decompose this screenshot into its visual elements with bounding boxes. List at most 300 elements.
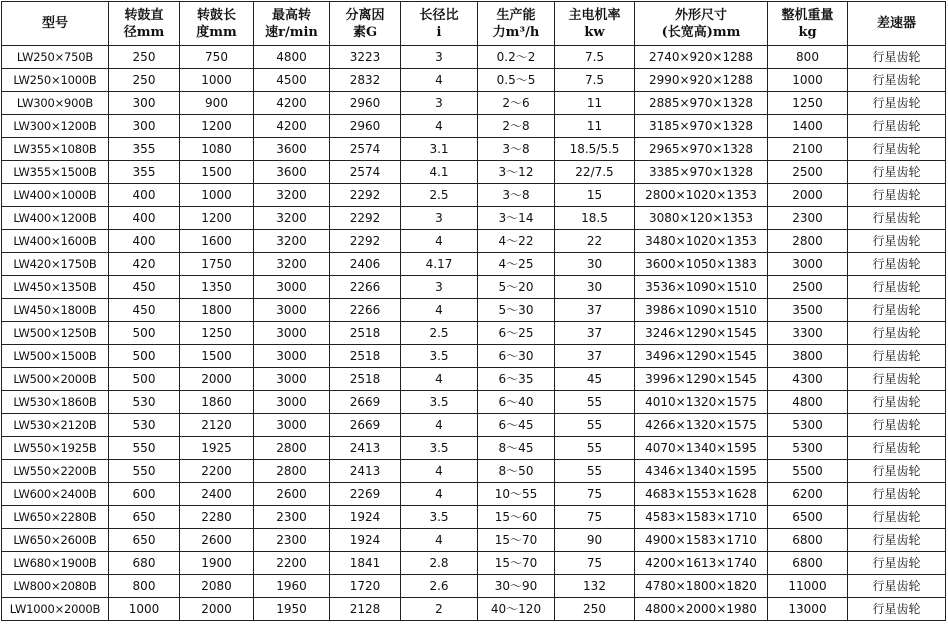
cell-capacity: 8～45	[478, 437, 555, 460]
cell-max-speed: 2300	[254, 506, 330, 529]
cell-capacity: 0.5～5	[478, 69, 555, 92]
cell-drum-diameter: 300	[109, 92, 180, 115]
cell-max-speed: 1950	[254, 598, 330, 621]
cell-main-motor-power: 7.5	[555, 69, 635, 92]
cell-length-diameter-ratio: 3.5	[401, 506, 478, 529]
cell-model: LW400×1000B	[2, 184, 109, 207]
cell-separation-factor: 2413	[330, 460, 401, 483]
cell-model: LW650×2280B	[2, 506, 109, 529]
table-body	[2, 46, 946, 621]
table-row	[2, 138, 946, 161]
cell-model: LW500×1250B	[2, 322, 109, 345]
spec-table-container	[1, 1, 945, 621]
table-row	[2, 276, 946, 299]
cell-differential: 行星齿轮	[848, 437, 946, 460]
cell-differential: 行星齿轮	[848, 138, 946, 161]
cell-main-motor-power: 37	[555, 299, 635, 322]
cell-drum-length: 1925	[180, 437, 254, 460]
cell-weight: 1400	[768, 115, 848, 138]
cell-separation-factor: 1924	[330, 506, 401, 529]
cell-length-diameter-ratio: 4.17	[401, 253, 478, 276]
header-length-diameter-ratio-line: i	[436, 24, 442, 40]
cell-length-diameter-ratio: 2.8	[401, 552, 478, 575]
cell-dimensions: 3996×1290×1545	[635, 368, 768, 391]
cell-length-diameter-ratio: 4	[401, 529, 478, 552]
cell-weight: 3000	[768, 253, 848, 276]
cell-length-diameter-ratio: 3.5	[401, 345, 478, 368]
header-drum-length-line: 转鼓长	[196, 7, 236, 23]
cell-differential: 行星齿轮	[848, 322, 946, 345]
cell-model: LW800×2080B	[2, 575, 109, 598]
cell-dimensions: 3986×1090×1510	[635, 299, 768, 322]
cell-model: LW355×1080B	[2, 138, 109, 161]
cell-dimensions: 4900×1583×1710	[635, 529, 768, 552]
cell-drum-length: 1350	[180, 276, 254, 299]
header-model	[2, 2, 109, 46]
cell-max-speed: 3000	[254, 414, 330, 437]
cell-weight: 4300	[768, 368, 848, 391]
cell-drum-length: 1860	[180, 391, 254, 414]
cell-separation-factor: 2518	[330, 345, 401, 368]
cell-capacity: 8～50	[478, 460, 555, 483]
cell-main-motor-power: 37	[555, 345, 635, 368]
cell-model: LW400×1200B	[2, 207, 109, 230]
table-row	[2, 552, 946, 575]
cell-max-speed: 3200	[254, 253, 330, 276]
table-row	[2, 345, 946, 368]
cell-length-diameter-ratio: 4	[401, 230, 478, 253]
cell-weight: 2500	[768, 276, 848, 299]
table-row	[2, 115, 946, 138]
cell-model: LW680×1900B	[2, 552, 109, 575]
cell-max-speed: 3200	[254, 184, 330, 207]
cell-capacity: 6～40	[478, 391, 555, 414]
table-row	[2, 460, 946, 483]
cell-capacity: 15～70	[478, 529, 555, 552]
cell-length-diameter-ratio: 4	[401, 69, 478, 92]
cell-drum-diameter: 500	[109, 345, 180, 368]
cell-max-speed: 3000	[254, 299, 330, 322]
cell-drum-diameter: 420	[109, 253, 180, 276]
cell-drum-diameter: 355	[109, 161, 180, 184]
cell-capacity: 10～55	[478, 483, 555, 506]
cell-separation-factor: 2960	[330, 92, 401, 115]
cell-drum-diameter: 680	[109, 552, 180, 575]
cell-differential: 行星齿轮	[848, 184, 946, 207]
cell-differential: 行星齿轮	[848, 460, 946, 483]
cell-drum-diameter: 400	[109, 230, 180, 253]
cell-separation-factor: 2269	[330, 483, 401, 506]
cell-separation-factor: 2413	[330, 437, 401, 460]
cell-length-diameter-ratio: 3.5	[401, 391, 478, 414]
cell-separation-factor: 2669	[330, 391, 401, 414]
cell-main-motor-power: 45	[555, 368, 635, 391]
cell-capacity: 2～6	[478, 92, 555, 115]
cell-length-diameter-ratio: 4	[401, 299, 478, 322]
cell-differential: 行星齿轮	[848, 92, 946, 115]
cell-weight: 3500	[768, 299, 848, 322]
cell-differential: 行星齿轮	[848, 299, 946, 322]
cell-weight: 4800	[768, 391, 848, 414]
cell-drum-diameter: 650	[109, 506, 180, 529]
table-row	[2, 575, 946, 598]
cell-differential: 行星齿轮	[848, 115, 946, 138]
cell-weight: 6800	[768, 529, 848, 552]
cell-drum-diameter: 800	[109, 575, 180, 598]
header-drum-length-line: 度mm	[196, 24, 237, 40]
cell-max-speed: 3600	[254, 161, 330, 184]
cell-max-speed: 3000	[254, 368, 330, 391]
centrifuge-spec-table	[1, 1, 946, 621]
cell-capacity: 5～30	[478, 299, 555, 322]
cell-drum-diameter: 450	[109, 276, 180, 299]
cell-capacity: 30～90	[478, 575, 555, 598]
cell-max-speed: 3200	[254, 207, 330, 230]
cell-max-speed: 3000	[254, 276, 330, 299]
cell-drum-length: 2080	[180, 575, 254, 598]
cell-max-speed: 3200	[254, 230, 330, 253]
cell-main-motor-power: 55	[555, 460, 635, 483]
cell-drum-diameter: 250	[109, 69, 180, 92]
cell-weight: 2800	[768, 230, 848, 253]
cell-separation-factor: 1924	[330, 529, 401, 552]
cell-drum-length: 1080	[180, 138, 254, 161]
cell-length-diameter-ratio: 3	[401, 207, 478, 230]
cell-weight: 2300	[768, 207, 848, 230]
cell-model: LW400×1600B	[2, 230, 109, 253]
cell-differential: 行星齿轮	[848, 575, 946, 598]
header-weight	[768, 2, 848, 46]
cell-model: LW420×1750B	[2, 253, 109, 276]
cell-drum-diameter: 355	[109, 138, 180, 161]
cell-length-diameter-ratio: 2.5	[401, 322, 478, 345]
cell-dimensions: 4346×1340×1595	[635, 460, 768, 483]
cell-differential: 行星齿轮	[848, 598, 946, 621]
cell-max-speed: 2800	[254, 460, 330, 483]
header-capacity-line: 生产能	[496, 7, 536, 23]
cell-model: LW500×2000B	[2, 368, 109, 391]
cell-length-diameter-ratio: 3	[401, 46, 478, 69]
cell-drum-diameter: 400	[109, 184, 180, 207]
cell-separation-factor: 1841	[330, 552, 401, 575]
cell-max-speed: 1960	[254, 575, 330, 598]
cell-max-speed: 4200	[254, 92, 330, 115]
cell-drum-length: 2200	[180, 460, 254, 483]
cell-dimensions: 2885×970×1328	[635, 92, 768, 115]
cell-length-diameter-ratio: 3	[401, 92, 478, 115]
cell-model: LW250×1000B	[2, 69, 109, 92]
cell-model: LW550×2200B	[2, 460, 109, 483]
cell-differential: 行星齿轮	[848, 276, 946, 299]
cell-model: LW530×2120B	[2, 414, 109, 437]
cell-main-motor-power: 55	[555, 391, 635, 414]
cell-capacity: 15～70	[478, 552, 555, 575]
cell-drum-length: 1600	[180, 230, 254, 253]
cell-max-speed: 2300	[254, 529, 330, 552]
cell-drum-length: 2600	[180, 529, 254, 552]
header-drum-diameter	[109, 2, 180, 46]
cell-weight: 5300	[768, 437, 848, 460]
cell-main-motor-power: 37	[555, 322, 635, 345]
cell-weight: 13000	[768, 598, 848, 621]
cell-main-motor-power: 250	[555, 598, 635, 621]
cell-max-speed: 3000	[254, 391, 330, 414]
cell-differential: 行星齿轮	[848, 414, 946, 437]
cell-main-motor-power: 30	[555, 253, 635, 276]
table-row	[2, 299, 946, 322]
cell-capacity: 6～30	[478, 345, 555, 368]
cell-drum-length: 1500	[180, 161, 254, 184]
header-model-line: 型号	[41, 16, 68, 31]
cell-capacity: 4～25	[478, 253, 555, 276]
cell-main-motor-power: 11	[555, 92, 635, 115]
header-capacity-line: 力m³/h	[492, 24, 540, 40]
cell-model: LW600×2400B	[2, 483, 109, 506]
header-weight-line: kg	[798, 24, 817, 40]
cell-weight: 6500	[768, 506, 848, 529]
cell-drum-diameter: 550	[109, 437, 180, 460]
cell-model: LW1000×2000B	[2, 598, 109, 621]
cell-separation-factor: 2518	[330, 368, 401, 391]
cell-model: LW500×1500B	[2, 345, 109, 368]
cell-main-motor-power: 75	[555, 483, 635, 506]
table-row	[2, 230, 946, 253]
cell-differential: 行星齿轮	[848, 207, 946, 230]
cell-capacity: 0.2～2	[478, 46, 555, 69]
cell-dimensions: 4200×1613×1740	[635, 552, 768, 575]
cell-differential: 行星齿轮	[848, 552, 946, 575]
header-row	[2, 2, 946, 46]
cell-differential: 行星齿轮	[848, 230, 946, 253]
cell-differential: 行星齿轮	[848, 345, 946, 368]
header-weight-line: 整机重量	[781, 7, 834, 23]
cell-drum-length: 1200	[180, 115, 254, 138]
cell-main-motor-power: 15	[555, 184, 635, 207]
cell-separation-factor: 2574	[330, 161, 401, 184]
cell-drum-length: 2000	[180, 598, 254, 621]
cell-separation-factor: 2832	[330, 69, 401, 92]
table-row	[2, 92, 946, 115]
cell-model: LW530×1860B	[2, 391, 109, 414]
table-row	[2, 414, 946, 437]
cell-drum-diameter: 530	[109, 414, 180, 437]
cell-drum-diameter: 250	[109, 46, 180, 69]
cell-capacity: 3～8	[478, 184, 555, 207]
cell-weight: 3800	[768, 345, 848, 368]
cell-drum-diameter: 550	[109, 460, 180, 483]
cell-weight: 6200	[768, 483, 848, 506]
table-row	[2, 207, 946, 230]
cell-dimensions: 3600×1050×1383	[635, 253, 768, 276]
cell-length-diameter-ratio: 4	[401, 483, 478, 506]
cell-drum-diameter: 530	[109, 391, 180, 414]
cell-weight: 800	[768, 46, 848, 69]
cell-separation-factor: 2292	[330, 184, 401, 207]
cell-max-speed: 3000	[254, 322, 330, 345]
table-row	[2, 529, 946, 552]
cell-drum-length: 1800	[180, 299, 254, 322]
table-row	[2, 368, 946, 391]
header-dimensions	[635, 2, 768, 46]
cell-dimensions: 3496×1290×1545	[635, 345, 768, 368]
table-row	[2, 437, 946, 460]
cell-weight: 1250	[768, 92, 848, 115]
cell-length-diameter-ratio: 3	[401, 276, 478, 299]
cell-separation-factor: 2406	[330, 253, 401, 276]
header-main-motor-power	[555, 2, 635, 46]
cell-separation-factor: 2574	[330, 138, 401, 161]
cell-drum-length: 1200	[180, 207, 254, 230]
cell-separation-factor: 3223	[330, 46, 401, 69]
cell-drum-length: 1500	[180, 345, 254, 368]
cell-differential: 行星齿轮	[848, 391, 946, 414]
cell-dimensions: 4583×1583×1710	[635, 506, 768, 529]
cell-weight: 1000	[768, 69, 848, 92]
cell-length-diameter-ratio: 4.1	[401, 161, 478, 184]
cell-main-motor-power: 55	[555, 414, 635, 437]
cell-drum-diameter: 500	[109, 322, 180, 345]
cell-differential: 行星齿轮	[848, 529, 946, 552]
cell-model: LW300×1200B	[2, 115, 109, 138]
header-drum-diameter-line: 径mm	[123, 24, 165, 40]
cell-main-motor-power: 132	[555, 575, 635, 598]
cell-dimensions: 3080×120×1353	[635, 207, 768, 230]
cell-dimensions: 3385×970×1328	[635, 161, 768, 184]
cell-drum-diameter: 600	[109, 483, 180, 506]
cell-capacity: 15～60	[478, 506, 555, 529]
cell-drum-length: 1750	[180, 253, 254, 276]
header-differential-line: 差速器	[876, 16, 916, 31]
cell-model: LW450×1350B	[2, 276, 109, 299]
header-separation-factor-line: 分离因	[345, 7, 385, 23]
cell-weight: 5300	[768, 414, 848, 437]
cell-separation-factor: 2669	[330, 414, 401, 437]
header-drum-diameter-line: 转鼓直	[124, 7, 164, 23]
cell-max-speed: 4500	[254, 69, 330, 92]
cell-dimensions: 3246×1290×1545	[635, 322, 768, 345]
cell-max-speed: 4800	[254, 46, 330, 69]
cell-main-motor-power: 18.5/5.5	[555, 138, 635, 161]
cell-main-motor-power: 18.5	[555, 207, 635, 230]
cell-length-diameter-ratio: 4	[401, 368, 478, 391]
cell-weight: 2500	[768, 161, 848, 184]
cell-length-diameter-ratio: 3.5	[401, 437, 478, 460]
cell-drum-length: 750	[180, 46, 254, 69]
cell-length-diameter-ratio: 4	[401, 460, 478, 483]
cell-separation-factor: 1720	[330, 575, 401, 598]
table-row	[2, 161, 946, 184]
cell-separation-factor: 2266	[330, 276, 401, 299]
header-main-motor-power-line: kw	[584, 24, 605, 40]
cell-max-speed: 3600	[254, 138, 330, 161]
cell-capacity: 5～20	[478, 276, 555, 299]
header-drum-length	[180, 2, 254, 46]
cell-length-diameter-ratio: 3.1	[401, 138, 478, 161]
cell-dimensions: 2800×1020×1353	[635, 184, 768, 207]
cell-differential: 行星齿轮	[848, 69, 946, 92]
cell-length-diameter-ratio: 2.6	[401, 575, 478, 598]
cell-max-speed: 4200	[254, 115, 330, 138]
cell-main-motor-power: 22/7.5	[555, 161, 635, 184]
cell-dimensions: 2740×920×1288	[635, 46, 768, 69]
cell-max-speed: 2200	[254, 552, 330, 575]
table-row	[2, 69, 946, 92]
header-main-motor-power-line: 主电机率	[568, 7, 621, 23]
cell-differential: 行星齿轮	[848, 483, 946, 506]
cell-max-speed: 2600	[254, 483, 330, 506]
cell-drum-length: 2000	[180, 368, 254, 391]
cell-differential: 行星齿轮	[848, 368, 946, 391]
table-row	[2, 253, 946, 276]
cell-main-motor-power: 22	[555, 230, 635, 253]
cell-main-motor-power: 75	[555, 506, 635, 529]
cell-drum-diameter: 1000	[109, 598, 180, 621]
cell-length-diameter-ratio: 2	[401, 598, 478, 621]
table-row	[2, 391, 946, 414]
cell-dimensions: 3536×1090×1510	[635, 276, 768, 299]
header-separation-factor	[330, 2, 401, 46]
cell-main-motor-power: 30	[555, 276, 635, 299]
cell-drum-diameter: 500	[109, 368, 180, 391]
table-row	[2, 598, 946, 621]
table-row	[2, 46, 946, 69]
header-max-speed	[254, 2, 330, 46]
cell-drum-length: 1000	[180, 69, 254, 92]
header-max-speed-line: 最高转	[271, 7, 311, 23]
cell-max-speed: 2800	[254, 437, 330, 460]
header-length-diameter-ratio-line: 长径比	[419, 7, 459, 23]
cell-differential: 行星齿轮	[848, 161, 946, 184]
cell-capacity: 2～8	[478, 115, 555, 138]
cell-differential: 行星齿轮	[848, 253, 946, 276]
cell-weight: 11000	[768, 575, 848, 598]
cell-capacity: 3～14	[478, 207, 555, 230]
cell-dimensions: 4800×2000×1980	[635, 598, 768, 621]
cell-drum-length: 1250	[180, 322, 254, 345]
cell-length-diameter-ratio: 4	[401, 115, 478, 138]
cell-capacity: 6～35	[478, 368, 555, 391]
cell-capacity: 3～8	[478, 138, 555, 161]
header-length-diameter-ratio	[401, 2, 478, 46]
cell-drum-diameter: 650	[109, 529, 180, 552]
cell-dimensions: 3480×1020×1353	[635, 230, 768, 253]
cell-drum-length: 2120	[180, 414, 254, 437]
cell-model: LW550×1925B	[2, 437, 109, 460]
header-differential	[848, 2, 946, 46]
cell-dimensions: 4070×1340×1595	[635, 437, 768, 460]
cell-model: LW355×1500B	[2, 161, 109, 184]
cell-drum-length: 2280	[180, 506, 254, 529]
cell-weight: 3300	[768, 322, 848, 345]
cell-capacity: 40～120	[478, 598, 555, 621]
cell-length-diameter-ratio: 2.5	[401, 184, 478, 207]
cell-weight: 2100	[768, 138, 848, 161]
cell-separation-factor: 2266	[330, 299, 401, 322]
header-separation-factor-line: 素G	[352, 24, 378, 40]
table-row	[2, 184, 946, 207]
header-dimensions-line: (长宽高)mm	[661, 24, 741, 40]
cell-model: LW650×2600B	[2, 529, 109, 552]
cell-max-speed: 3000	[254, 345, 330, 368]
cell-drum-length: 1900	[180, 552, 254, 575]
cell-dimensions: 4683×1553×1628	[635, 483, 768, 506]
cell-capacity: 4～22	[478, 230, 555, 253]
cell-separation-factor: 2128	[330, 598, 401, 621]
cell-capacity: 6～25	[478, 322, 555, 345]
cell-drum-diameter: 400	[109, 207, 180, 230]
table-row	[2, 506, 946, 529]
cell-dimensions: 4780×1800×1820	[635, 575, 768, 598]
